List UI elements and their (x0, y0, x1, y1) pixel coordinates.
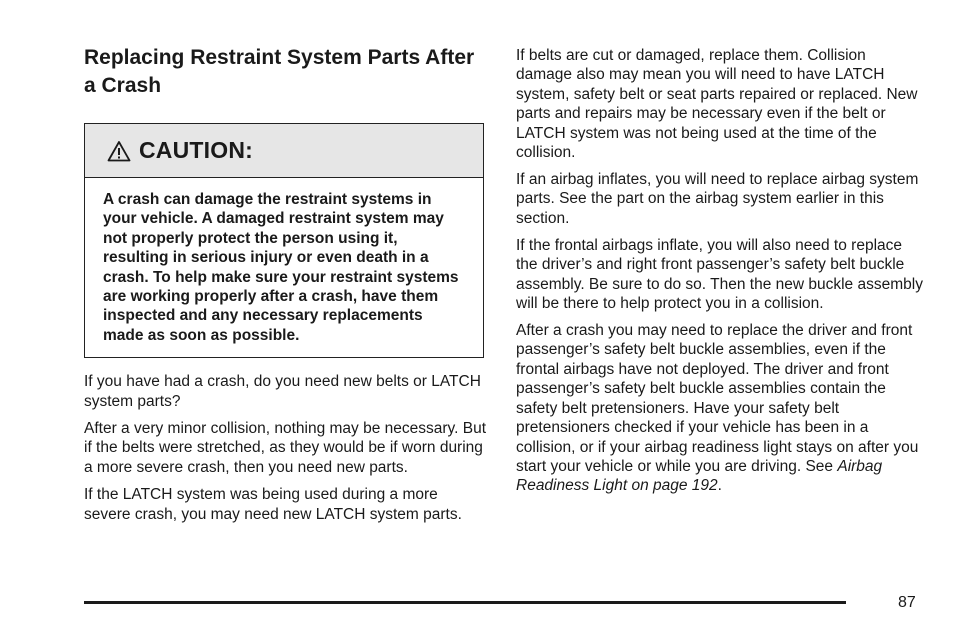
caution-header (85, 124, 483, 178)
caution-label: CAUTION: (139, 137, 254, 163)
footer-rule (84, 601, 846, 604)
paragraph: If the frontal airbags inflate, you will also need to replace the driver’s and right front passenger’s safety belt buckle assembly. Be sure to do so. Then the new buckle assembly will be there to help protect you in a collision. (516, 236, 923, 313)
paragraph (516, 321, 926, 496)
paragraph: After a very minor collision, nothing may be necessary. But if the belts were stretched, as they would be if worn during a more severe crash, then you need new parts. (84, 420, 487, 476)
warning-triangle-icon (107, 140, 131, 162)
cross-reference-link[interactable]: Airbag Readiness Light on page 192 (516, 457, 883, 495)
left-column (84, 44, 488, 524)
paragraph: If an airbag inflates, you will need to replace airbag system parts. See the part on the airbag system earlier in this section. (516, 171, 919, 227)
paragraph: If belts are cut or damaged, replace them. Collision damage also may mean you will need to have LATCH system, safety belt or seat parts repaired or replaced. New parts and repairs may be necessary even if the belt or LATCH system was not being used at the time of the collision. (516, 47, 918, 162)
paragraph-end: . (717, 477, 722, 495)
right-column (516, 46, 926, 496)
caution-box (84, 123, 484, 358)
paragraph: If the LATCH system was being used during a more severe crash, you may need new LATCH system parts. (84, 486, 462, 523)
section-title: Replacing Restraint System Parts After a Crash (84, 46, 475, 97)
caution-text: A crash can damage the restraint systems in your vehicle. A damaged restraint system may not properly protect the person using it, resulting in serious injury or even death in a crash. To help make sure your restraint systems are working properly after a crash, have them inspected and any necessary replacements made as soon as possible. (103, 191, 459, 344)
paragraph: If you have had a crash, do you need new belts or LATCH system parts? (84, 373, 481, 410)
page-number: 87 (898, 594, 916, 611)
paragraph-text: After a crash you may need to replace the driver and front passenger’s safety belt buckle assemblies, even if the frontal airbags have not deployed. The driver and front passenger’s safety belt buckle assemblies contain the safety belt pretensioners. Have your safety belt pretensioners checked if your vehicle has been in a collision, or if your airbag readiness light stays on after you start your vehicle or while you are driving. See (516, 322, 919, 475)
